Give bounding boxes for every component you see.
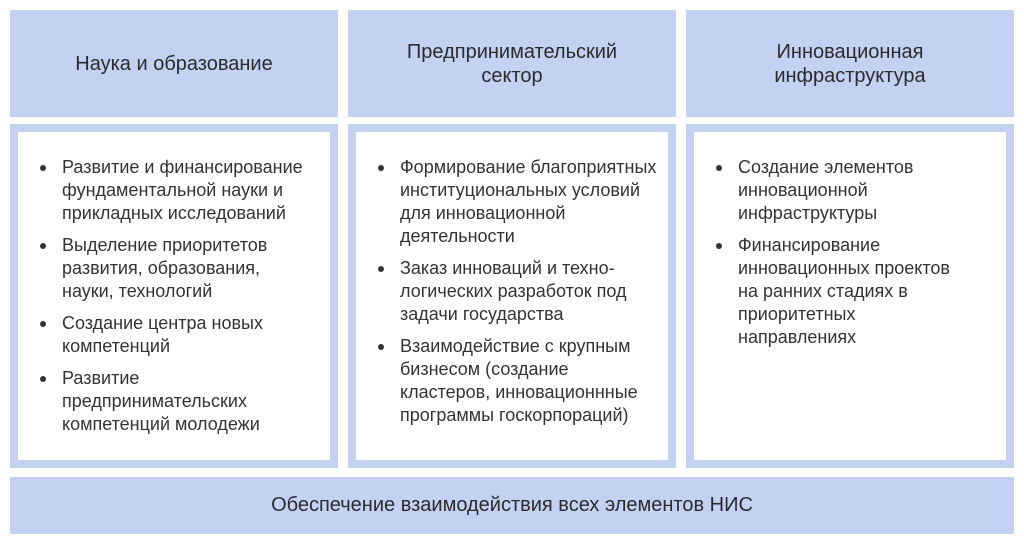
footer-bar [10,477,1014,534]
header-innovation-infrastructure [686,10,1014,117]
list-item: Развитие и финансирование фундаментальной науки и прикладных исследований [18,156,330,225]
panel-science-education [10,124,338,468]
list-item: Финансирование инновационных проектов на ранних стадиях в приоритетных направлениях [694,234,1006,349]
list-item: Развитие предпринимательских компетенций молодежи [18,367,330,436]
header-business-sector [348,10,676,117]
panel-content [356,132,668,460]
bullet-list [18,156,330,445]
panel-content [18,132,330,460]
header-title: Предпринимательский сектор [406,40,618,87]
panel-content [694,132,1006,460]
header-science-education [10,10,338,117]
list-item: Заказ инноваций и техно-логических разработок под задачи государства [356,257,668,326]
list-item: Взаимодействие с крупным бизнесом (создание кластеров, инновационнные программы госкорпораций) [356,335,668,427]
list-item: Создание центра новых компетенций [18,312,330,358]
list-item: Формирование благоприятных институциональных условий для инновационной деятельности [356,156,668,248]
panel-innovation-infrastructure [686,124,1014,468]
header-title: Наука и образование [75,52,273,75]
header-title: Инновационная инфраструктура [774,40,926,87]
list-item: Выделение приоритетов развития, образования, науки, технологий [18,234,330,303]
panel-business-sector [348,124,676,468]
list-item: Создание элементов инновационной инфраструктуры [694,156,1006,225]
bullet-list [694,156,1006,358]
bullet-list [356,156,668,436]
footer-text: Обеспечение взаимодействия всех элементов НИС [271,494,753,516]
